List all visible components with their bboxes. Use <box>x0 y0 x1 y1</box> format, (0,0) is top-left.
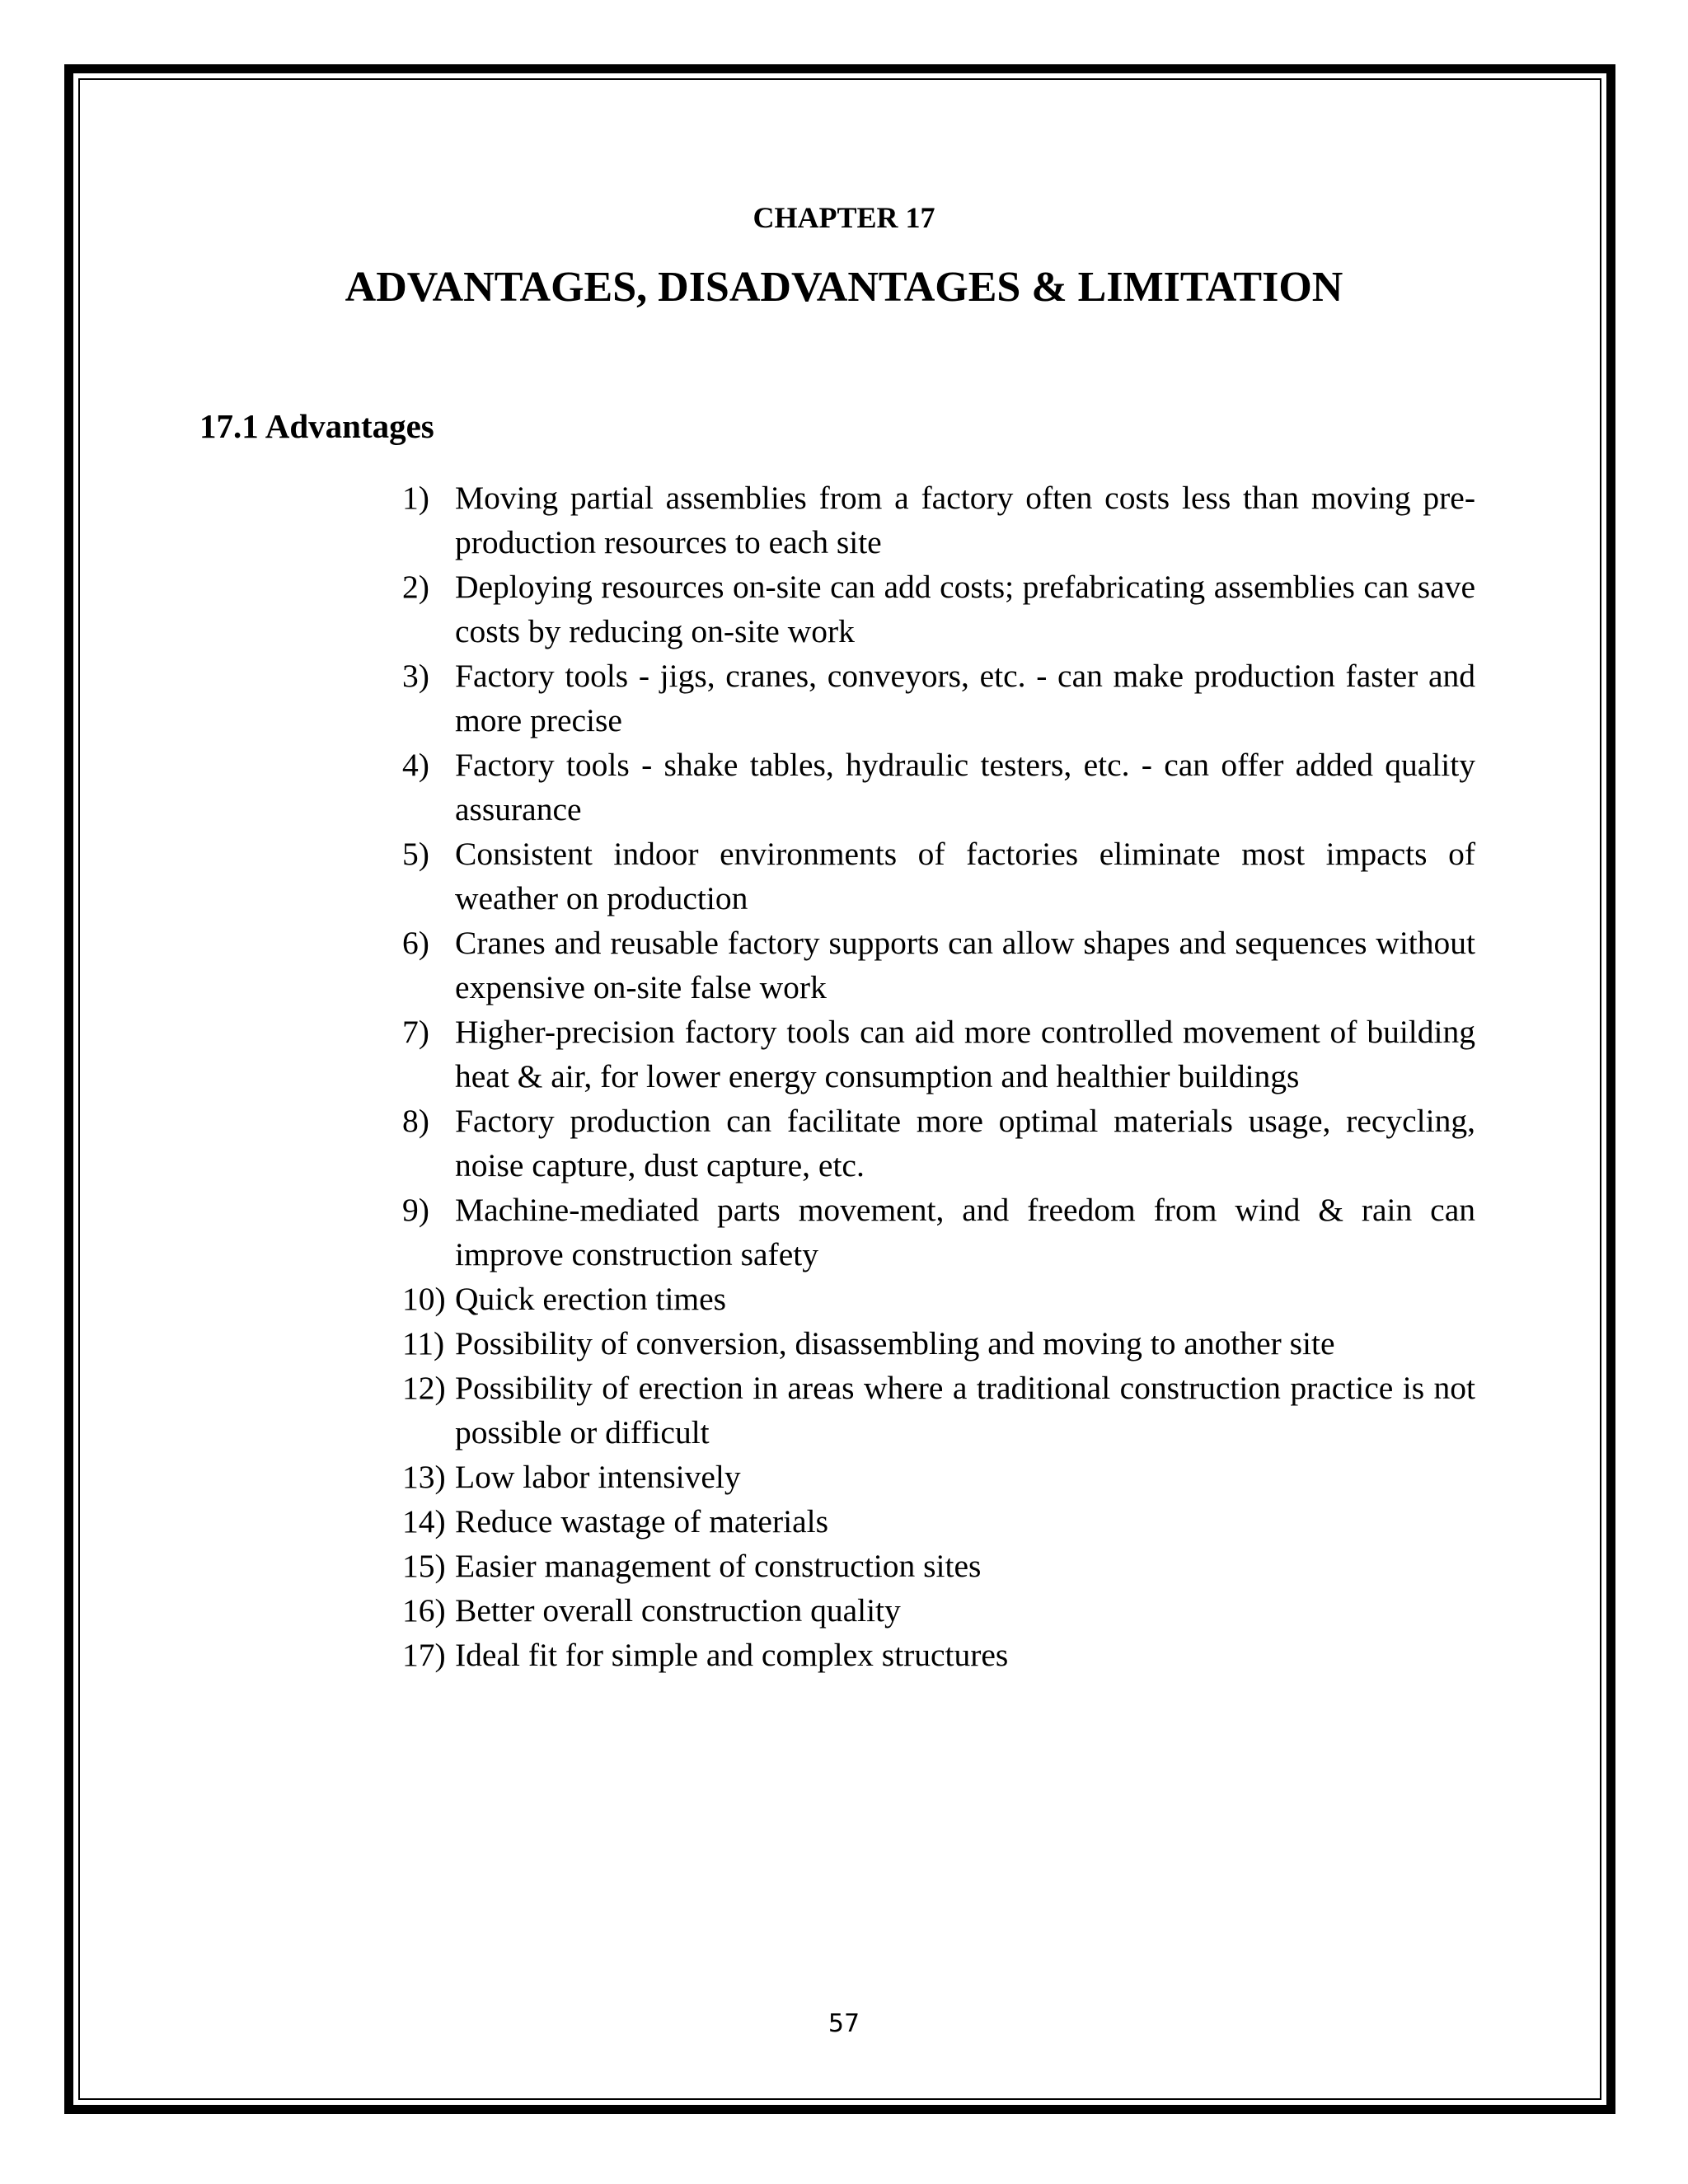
list-item-text: Easier management of construction sites <box>455 1548 982 1584</box>
list-item-text: Cranes and reusable factory supports can allow shapes and sequences without expensive on-site false work <box>455 925 1475 1005</box>
chapter-title: ADVANTAGES, DISADVANTAGES & LIMITATION <box>345 264 1343 311</box>
list-item-text: Machine-mediated parts movement, and freedom from wind & rain can improve construction safety <box>455 1192 1475 1272</box>
list-item <box>402 565 1475 654</box>
list-item-text: Higher-precision factory tools can aid more controlled movement of building heat & air, for lower energy consumption and healthier buildings <box>455 1014 1475 1094</box>
list-item-number: 14) <box>402 1503 446 1540</box>
list-item <box>402 1499 1475 1544</box>
list-item <box>402 1277 1475 1321</box>
list-item-text: Factory production can facilitate more optimal materials usage, recycling, noise capture, dust capture, etc. <box>455 1103 1475 1183</box>
list-item-number: 13) <box>402 1459 446 1495</box>
list-item-text: Factory tools - jigs, cranes, conveyors, etc. - can make production faster and more precise <box>455 658 1475 738</box>
chapter-label: CHAPTER 17 <box>753 201 935 234</box>
list-item-number: 10) <box>402 1281 446 1317</box>
list-item-text: Low labor intensively <box>455 1459 741 1495</box>
list-item <box>402 476 1475 565</box>
list-item-number: 5) <box>402 836 429 872</box>
page-number: 57 <box>828 2009 860 2038</box>
list-item-number: 11) <box>402 1325 445 1361</box>
list-item <box>402 921 1475 1010</box>
list-item-number: 15) <box>402 1548 446 1584</box>
list-item-text: Possibility of conversion, disassembling and moving to another site <box>455 1325 1335 1361</box>
list-item-number: 16) <box>402 1592 446 1629</box>
list-item-text: Better overall construction quality <box>455 1592 901 1629</box>
list-item <box>402 1455 1475 1499</box>
list-item-number: 1) <box>402 480 429 516</box>
list-item <box>402 1321 1475 1366</box>
list-item <box>402 1544 1475 1588</box>
list-item-text: Possibility of erection in areas where a traditional construction practice is not possible or difficult <box>455 1370 1475 1451</box>
list-item-number: 17) <box>402 1637 446 1673</box>
list-item-number: 12) <box>402 1370 446 1406</box>
list-item-text: Quick erection times <box>455 1281 727 1317</box>
list-item-number: 6) <box>402 925 429 961</box>
list-item <box>402 654 1475 743</box>
list-item-text: Ideal fit for simple and complex structures <box>455 1637 1009 1673</box>
list-item-text: Factory tools - shake tables, hydraulic testers, etc. - can offer added quality assurance <box>455 747 1475 827</box>
advantages-list <box>402 476 1475 1677</box>
list-item-number: 7) <box>402 1014 429 1050</box>
list-item <box>402 743 1475 832</box>
list-item-number: 2) <box>402 569 429 605</box>
section-heading: 17.1 Advantages <box>199 407 434 445</box>
list-item <box>402 1633 1475 1677</box>
list-item-number: 9) <box>402 1192 429 1228</box>
list-item-text: Deploying resources on-site can add costs; prefabricating assemblies can save costs by reducing on-site work <box>455 569 1475 649</box>
list-item-number: 4) <box>402 747 429 783</box>
list-item-text: Moving partial assemblies from a factory often costs less than moving pre-production resources to each site <box>455 480 1475 560</box>
list-item-number: 3) <box>402 658 429 694</box>
list-item-text: Reduce wastage of materials <box>455 1503 828 1540</box>
list-item-number: 8) <box>402 1103 429 1139</box>
list-item-text: Consistent indoor environments of factories eliminate most impacts of weather on production <box>455 836 1475 916</box>
list-item <box>402 1188 1475 1277</box>
list-item <box>402 832 1475 921</box>
list-item <box>402 1366 1475 1455</box>
list-item <box>402 1099 1475 1188</box>
list-item <box>402 1010 1475 1099</box>
list-item <box>402 1588 1475 1633</box>
